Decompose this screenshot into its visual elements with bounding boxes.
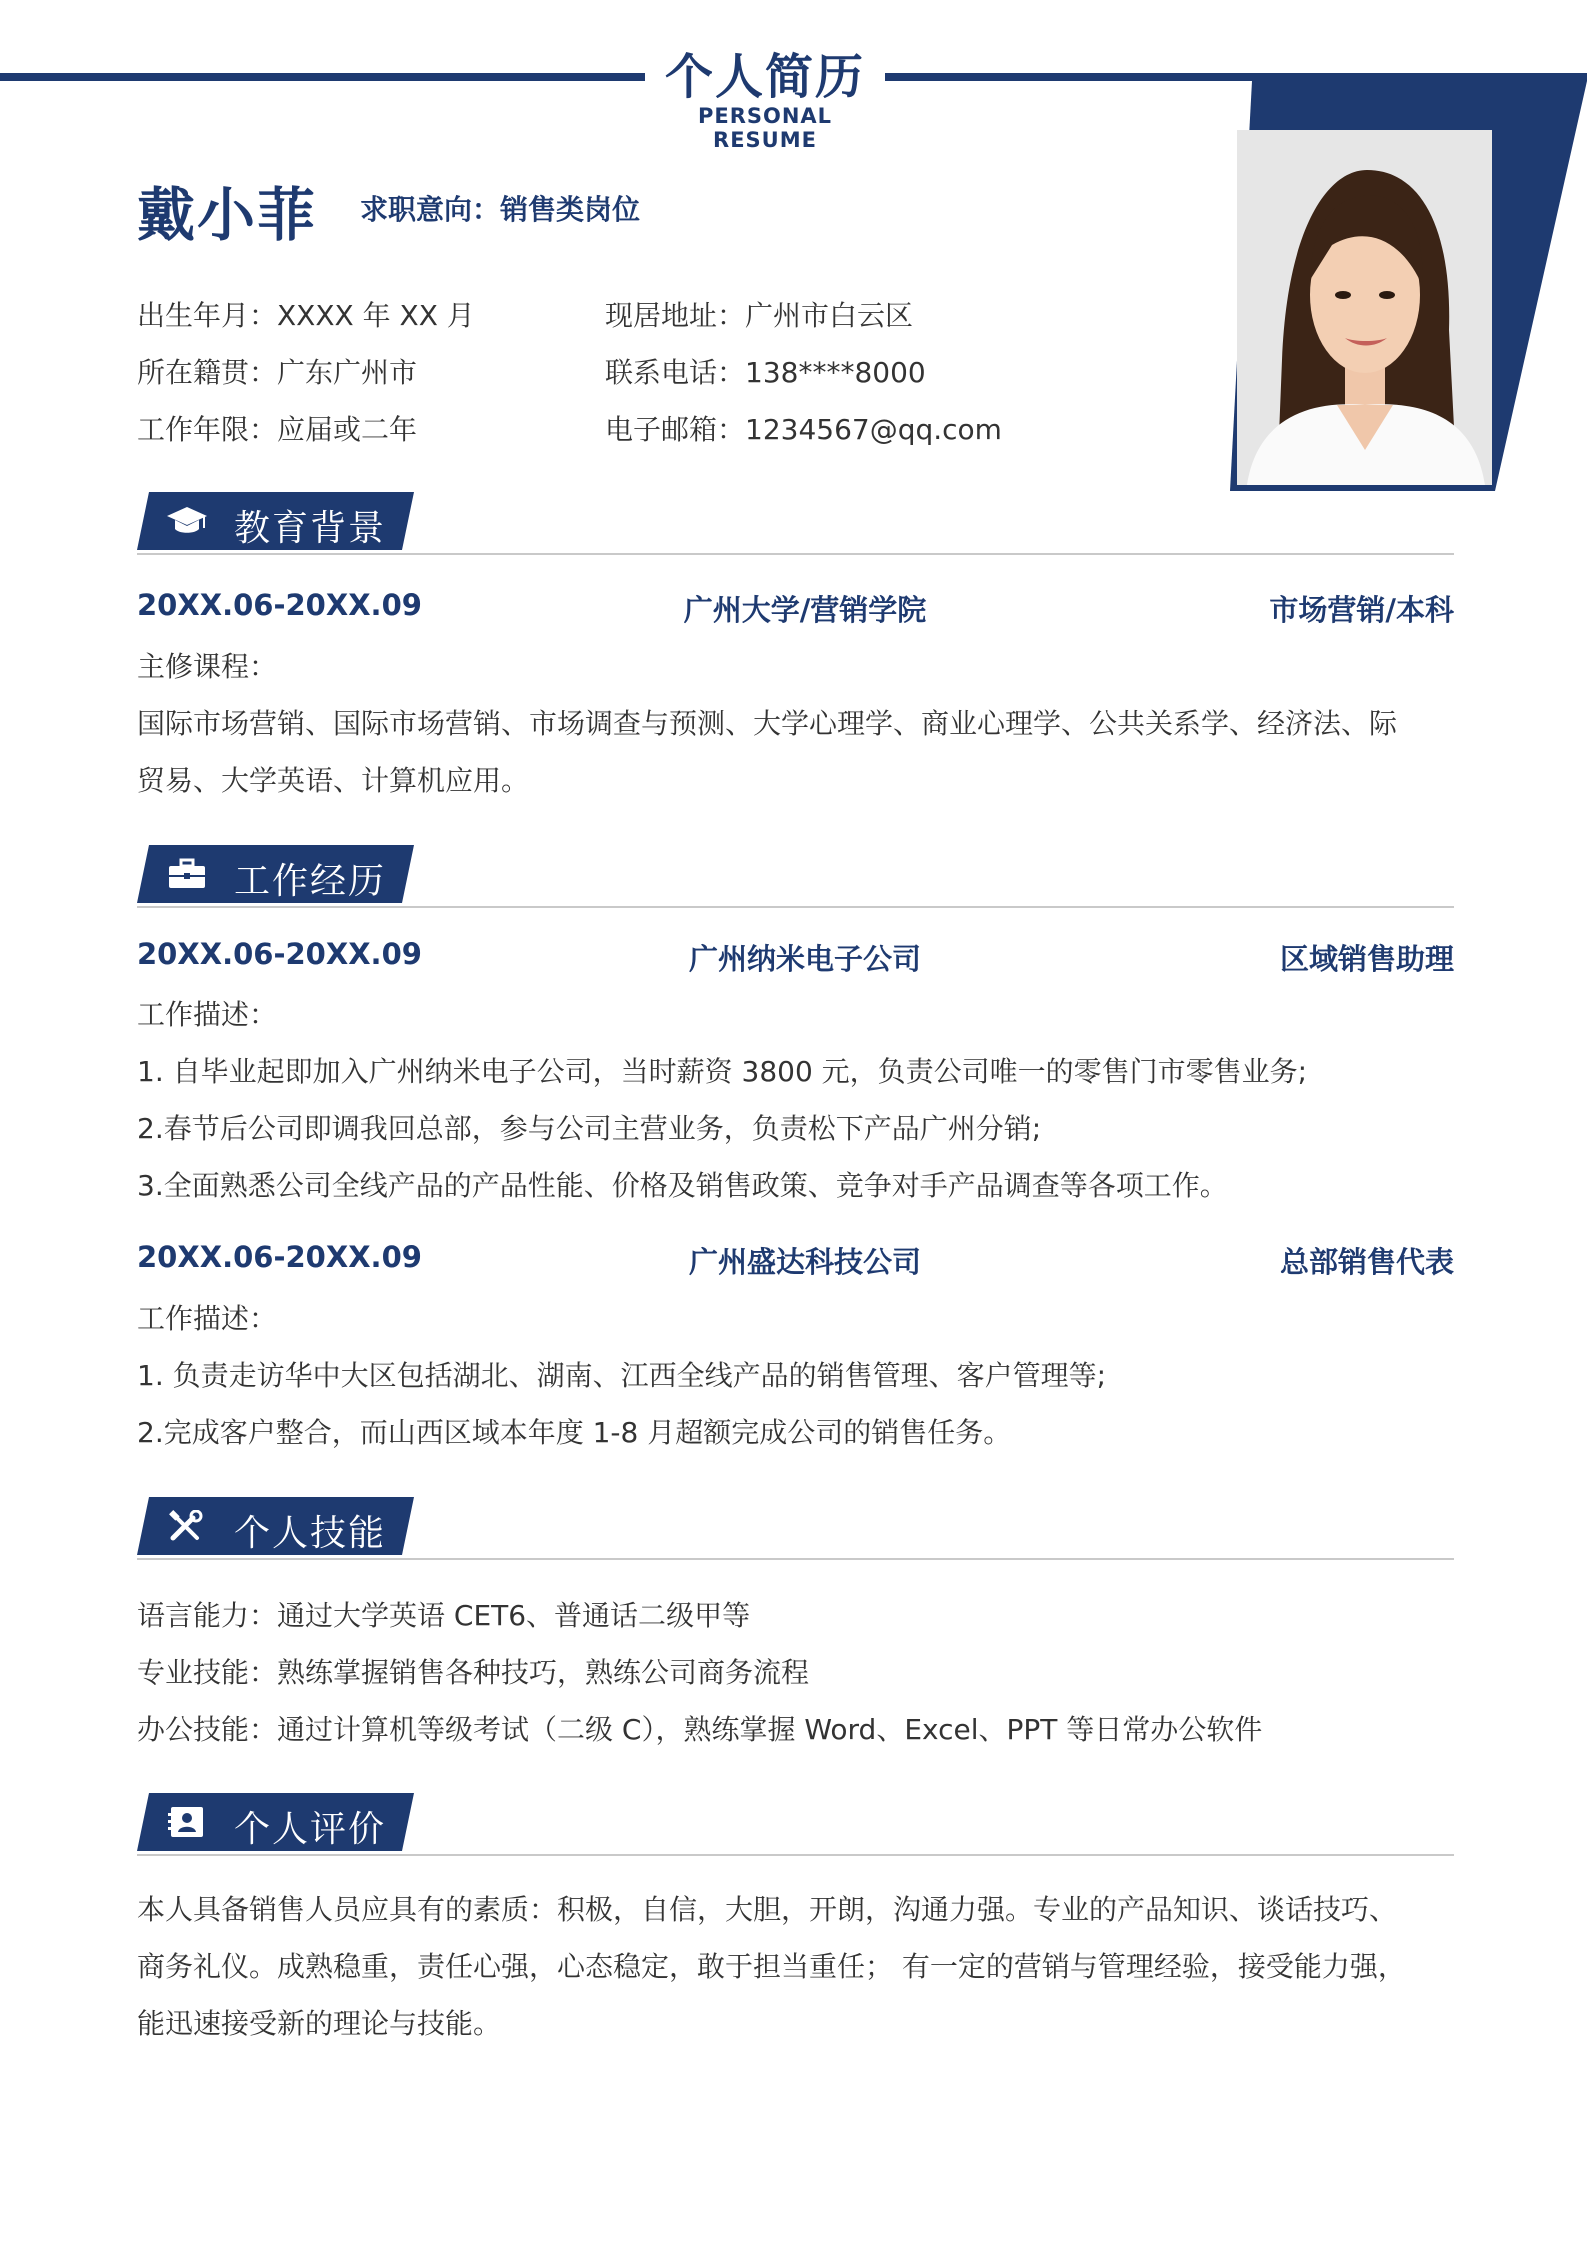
job-objective: 求职意向：销售类岗位 bbox=[360, 193, 641, 226]
education-course-line: 国际市场营销、国际市场营销、市场调查与预测、大学心理学、商业心理学、公共关系学、经济法、际 bbox=[137, 707, 1398, 740]
section-header-evaluation bbox=[137, 1793, 414, 1851]
section-title-evaluation: 个人评价 bbox=[234, 1809, 387, 1850]
section-title-skills: 个人技能 bbox=[234, 1513, 387, 1554]
job-company: 广州纳米电子公司 bbox=[688, 942, 921, 976]
education-school: 广州大学/营销学院 bbox=[683, 593, 927, 627]
section-divider bbox=[137, 1854, 1454, 1856]
page-subtitle: PERSONAL RESUME bbox=[697, 104, 833, 152]
skill-line: 语言能力：通过大学英语 CET6、普通话二级甲等 bbox=[137, 1599, 751, 1632]
section-title-work: 工作经历 bbox=[234, 861, 387, 902]
education-label: 主修课程： bbox=[137, 650, 278, 683]
job-company: 广州盛达科技公司 bbox=[688, 1245, 921, 1279]
job-line: 1. 负责走访华中大区包括湖北、湖南、江西全线产品的销售管理、客户管理等; bbox=[137, 1359, 1107, 1392]
section-header-skills bbox=[137, 1497, 414, 1555]
education-date: 20XX.06-20XX.09 bbox=[137, 588, 422, 622]
skill-line: 专业技能：熟练掌握销售各种技巧，熟练公司商务流程 bbox=[137, 1656, 810, 1689]
evaluation-line: 能迅速接受新的理论与技能。 bbox=[137, 2007, 502, 2040]
header-rule-right bbox=[885, 73, 1587, 81]
section-divider bbox=[137, 1558, 1454, 1560]
job-label: 工作描述： bbox=[137, 1302, 278, 1335]
job-position: 总部销售代表 bbox=[1279, 1245, 1454, 1279]
education-major: 市场营销/本科 bbox=[1269, 593, 1454, 627]
briefcase-icon bbox=[167, 858, 207, 890]
section-header-education bbox=[137, 492, 414, 550]
job-line: 1. 自毕业起即加入广州纳米电子公司，当时薪资 3800 元，负责公司唯一的零售门市零售业务; bbox=[137, 1055, 1308, 1088]
job-line: 2.完成客户整合，而山西区域本年度 1-8 月超额完成公司的销售任务。 bbox=[137, 1416, 1012, 1449]
section-title-education: 教育背景 bbox=[234, 508, 387, 549]
id-card-icon bbox=[167, 1806, 207, 1838]
section-divider bbox=[137, 906, 1454, 908]
job-line: 3.全面熟悉公司全线产品的产品性能、价格及销售政策、竞争对手产品调查等各项工作。 bbox=[137, 1169, 1228, 1202]
job-date: 20XX.06-20XX.09 bbox=[137, 1240, 422, 1274]
info-address: 现居地址：广州市白云区 bbox=[605, 299, 914, 332]
job-position: 区域销售助理 bbox=[1279, 942, 1454, 976]
tools-icon bbox=[167, 1510, 207, 1542]
info-hometown: 所在籍贯：广东广州市 bbox=[137, 356, 418, 389]
info-experience-years: 工作年限：应届或二年 bbox=[137, 413, 418, 446]
profile-photo bbox=[1237, 130, 1492, 485]
job-label: 工作描述： bbox=[137, 998, 278, 1031]
job-date: 20XX.06-20XX.09 bbox=[137, 937, 422, 971]
graduation-cap-icon bbox=[167, 505, 207, 537]
info-phone: 联系电话：138****8000 bbox=[605, 356, 926, 389]
candidate-name: 戴小菲 bbox=[137, 181, 318, 249]
evaluation-line: 商务礼仪。成熟稳重，责任心强，心态稳定，敢于担当重任； 有一定的营销与管理经验，接受能力强， bbox=[137, 1950, 1406, 1983]
page-title: 个人简历 bbox=[664, 49, 865, 105]
section-divider bbox=[137, 553, 1454, 555]
education-course-line: 贸易、大学英语、计算机应用。 bbox=[137, 764, 530, 797]
info-birth: 出生年月：XXXX 年 XX 月 bbox=[137, 299, 475, 332]
evaluation-line: 本人具备销售人员应具有的素质：积极，自信，大胆，开朗，沟通力强。专业的产品知识、谈话技巧、 bbox=[137, 1893, 1398, 1926]
header-rule-left bbox=[0, 73, 645, 81]
info-email: 电子邮箱：1234567@qq.com bbox=[605, 413, 1002, 446]
skill-line: 办公技能：通过计算机等级考试（二级 C），熟练掌握 Word、Excel、PPT 等日常办公软件 bbox=[137, 1713, 1263, 1746]
job-line: 2.春节后公司即调我回总部，参与公司主营业务，负责松下产品广州分销; bbox=[137, 1112, 1042, 1145]
section-header-work bbox=[137, 845, 414, 903]
